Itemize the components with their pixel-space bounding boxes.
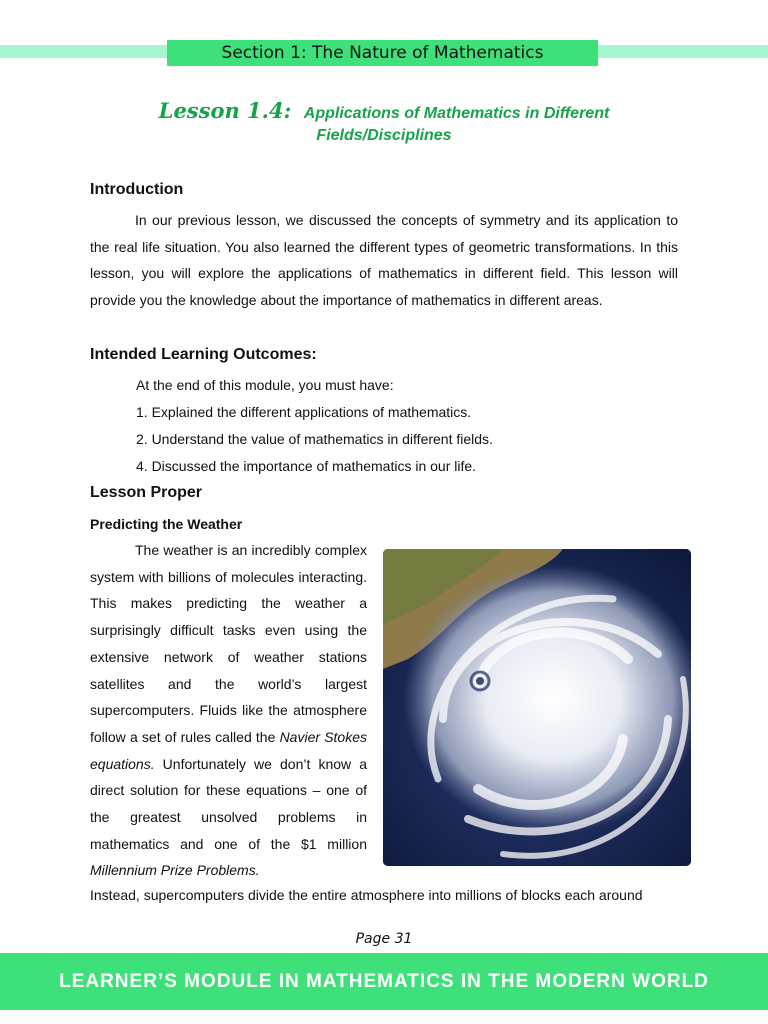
- hurricane-illustration: [383, 549, 691, 866]
- footer-text: LEARNER’S MODULE IN MATHEMATICS IN THE MODERN WORLD: [59, 970, 709, 992]
- outcomes-lead: At the end of this module, you must have:: [136, 377, 394, 393]
- lesson-title-line2: Fields/Disciplines: [316, 127, 452, 144]
- lesson-title: [0, 98, 768, 145]
- weather-text-part2: Unfortunately we don’t know a direct solution for these equations – one of the greatest unsolved problems in mathematics and one of the $1 million: [90, 755, 367, 852]
- introduction-heading: Introduction: [90, 181, 184, 198]
- footer-banner: [0, 953, 768, 1010]
- weather-subheading: Predicting the Weather: [90, 516, 243, 532]
- navier-stokes-italic: Navier Stokes equations.: [90, 728, 367, 772]
- outcomes-heading: Intended Learning Outcomes:: [90, 346, 317, 363]
- outcome-item: 4. Discussed the importance of mathematics in our life.: [136, 458, 477, 474]
- section-title-bar: [167, 40, 598, 66]
- weather-paragraph: [90, 537, 367, 884]
- introduction-paragraph: [90, 207, 678, 313]
- lesson-title-line1: Applications of Mathematics in Different: [303, 105, 610, 122]
- lesson-proper-heading: Lesson Proper: [90, 484, 203, 501]
- hurricane-satellite-image: [383, 549, 691, 866]
- weather-last-line: Instead, supercomputers divide the entire atmosphere into millions of blocks each around: [90, 887, 643, 903]
- millennium-italic: Millennium Prize Problems.: [90, 862, 260, 879]
- page-number: Page 31: [355, 931, 413, 947]
- outcome-item: 1. Explained the different applications of mathematics.: [136, 404, 472, 420]
- introduction-text: In our previous lesson, we discussed the concepts of symmetry and its application to the real life situation. You also learned the different types of geometric transformations. In this lesson, you will explore the applications of mathematics in different field. This lesson will provide you the knowledge about the importance of mathematics in different areas.: [90, 212, 678, 308]
- lesson-label: Lesson 1.4:: [158, 98, 292, 123]
- weather-text-part1: The weather is an incredibly complex system with billions of molecules interacting. This makes predicting the weather a surprisingly difficult tasks even using the extensive network of weather stations satellites and the world’s largest supercomputers. Fluids like the atmosphere follow a set of rules called the: [90, 542, 367, 745]
- outcome-item: 2. Understand the value of mathematics in different fields.: [136, 431, 493, 447]
- section-title: Section 1: The Nature of Mathematics: [221, 43, 544, 63]
